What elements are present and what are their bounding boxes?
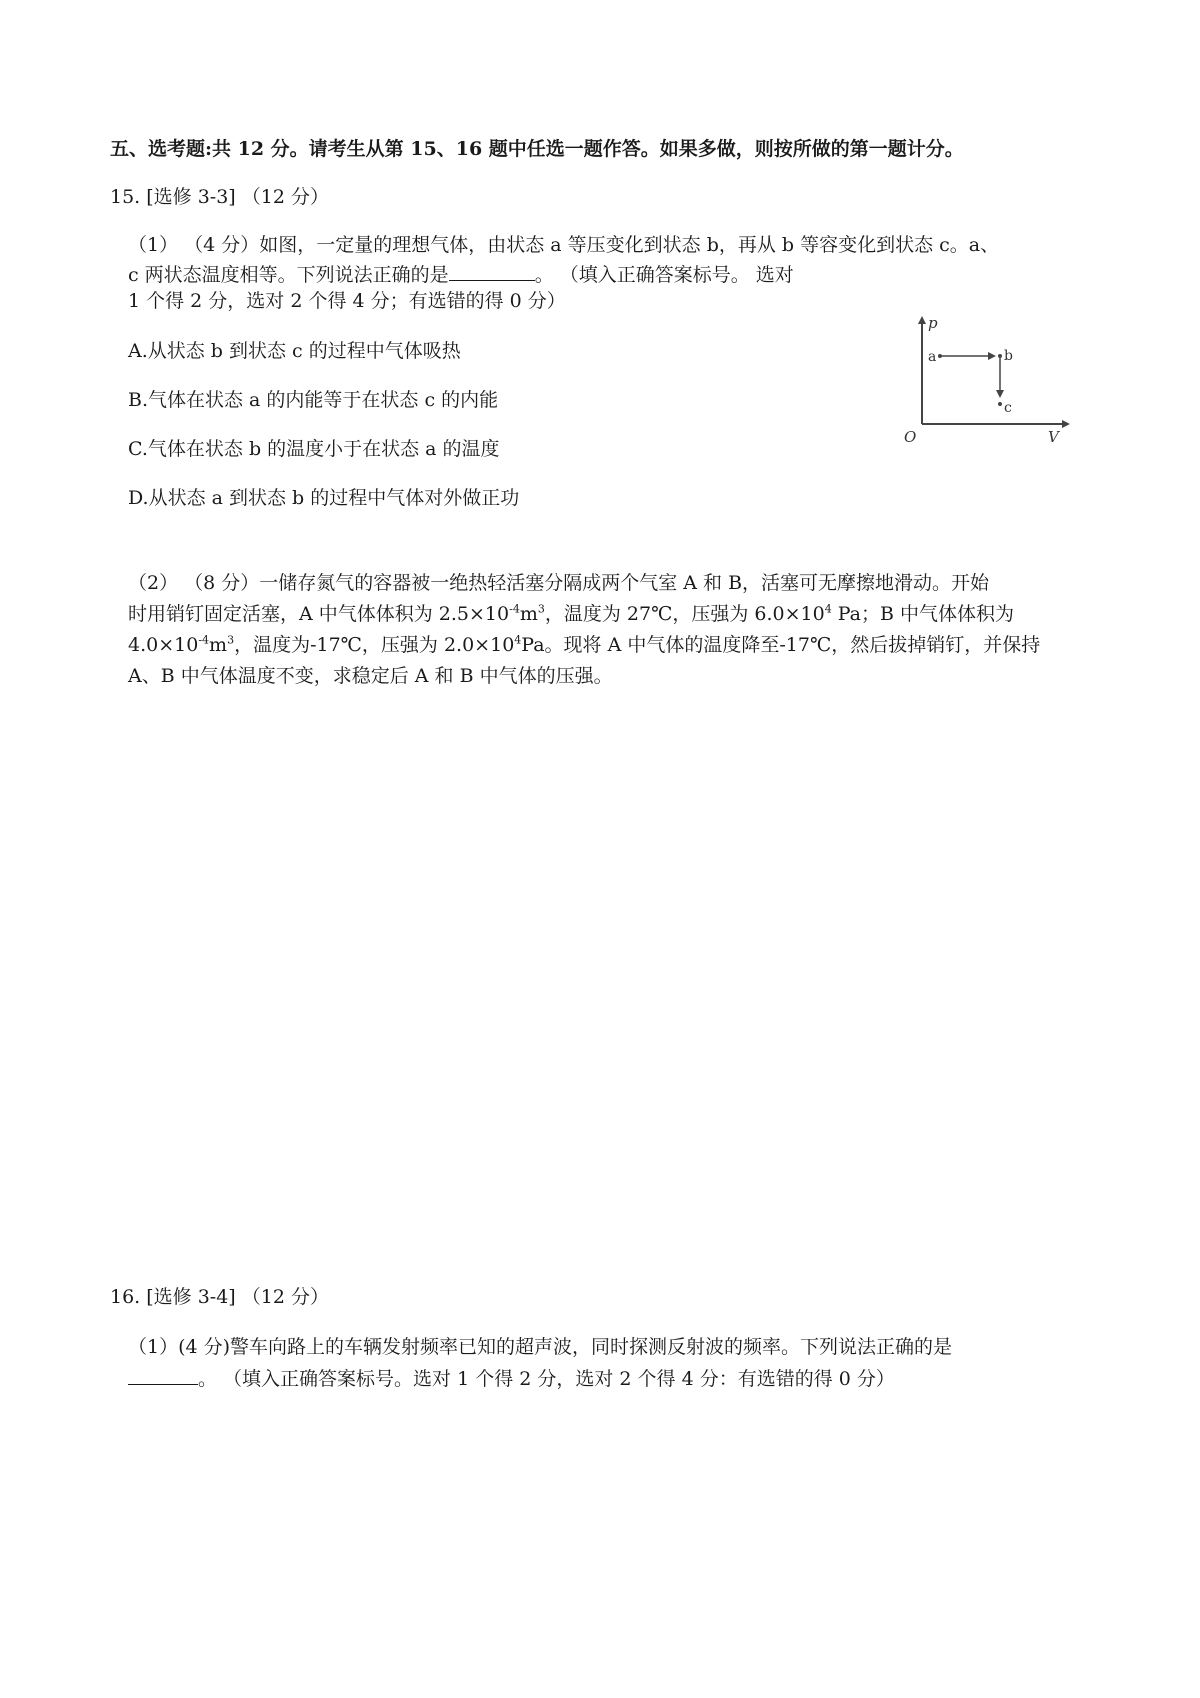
superscript: 3 (537, 602, 545, 616)
text-run: Pa。现将 A 中气体的温度降至-17℃，然后拔掉销钉，并保持 (521, 634, 1041, 656)
superscript: 4 (514, 633, 522, 647)
q16-title: 16. [选修 3-4] （12 分） (110, 1286, 329, 1308)
option-b: B.气体在状态 a 的内能等于在状态 c 的内能 (128, 389, 499, 411)
option-d: D.从状态 a 到状态 b 的过程中气体对外做正功 (128, 487, 520, 509)
q15-part1-line2-pre: c 两状态温度相等。下列说法正确的是 (128, 264, 449, 286)
q15-part2-line3 (128, 632, 1040, 658)
point-a-label: a (928, 349, 937, 365)
v-axis-label: V (1048, 428, 1059, 444)
answer-blank (128, 1364, 198, 1385)
text-run: ，温度为 27℃，压强为 6.0×10 (544, 603, 825, 625)
origin-label: O (904, 428, 917, 444)
option-a: A.从状态 b 到状态 c 的过程中气体吸热 (128, 340, 461, 362)
section-header: 五、选考题:共 12 分。请考生从第 15、16 题中任选一题作答。如果多做，则按所做的第一题计分。 (110, 138, 964, 160)
q16-part1-line2-post: 。 （填入正确答案标号。选对 1 个得 2 分，选对 2 个得 4 分：有选错的得 0 分） (198, 1368, 895, 1390)
q15-part2-line4: A、B 中气体温度不变，求稳定后 A 和 B 中气体的压强。 (128, 665, 613, 687)
pv-diagram (900, 312, 1070, 444)
q15-part2-line2 (128, 601, 1014, 627)
text-run: 时用销钉固定活塞，A 中气体体积为 2.5×10 (128, 603, 510, 625)
q15-title: 15. [选修 3-3] （12 分） (110, 186, 329, 208)
q15-part1-line1: （1） （4 分）如图，一定量的理想气体，由状态 a 等压变化到状态 b，再从 b 等容变化到状态 c。a、 (128, 234, 1000, 256)
text-run: 4.0×10 (128, 634, 199, 656)
superscript: 4 (824, 602, 832, 616)
text-run: m (209, 634, 228, 656)
q15-part1-line2 (128, 260, 794, 288)
point-a-dot (938, 354, 942, 358)
text-run: ，温度为-17℃，压强为 2.0×10 (234, 634, 515, 656)
q15-part2-line1: （2） （8 分）一储存氮气的容器被一绝热轻活塞分隔成两个气室 A 和 B，活塞可无摩擦地滑动。开始 (128, 572, 990, 594)
answer-blank (449, 260, 535, 281)
q16-part1-line2 (128, 1364, 895, 1392)
option-c: C.气体在状态 b 的温度小于在状态 a 的温度 (128, 438, 500, 460)
superscript: 3 (227, 633, 235, 647)
point-b-label: b (1004, 348, 1013, 364)
q15-part1-line2-post: 。 （填入正确答案标号。 选对 (534, 264, 794, 286)
superscript: -4 (198, 633, 210, 647)
point-b-dot (998, 354, 1002, 358)
superscript: -4 (509, 602, 520, 616)
q16-part1-line1: （1）(4 分)警车向路上的车辆发射频率已知的超声波，同时探测反射波的频率。下列说法正确的是 (128, 1336, 953, 1358)
q15-part1-line3: 1 个得 2 分，选对 2 个得 4 分；有选错的得 0 分） (128, 290, 566, 312)
point-c-dot (998, 402, 1002, 406)
text-run: m (519, 603, 538, 625)
p-axis-label: p (928, 314, 938, 332)
point-c-label: c (1004, 400, 1012, 416)
text-run: Pa；B 中气体体积为 (831, 603, 1015, 625)
